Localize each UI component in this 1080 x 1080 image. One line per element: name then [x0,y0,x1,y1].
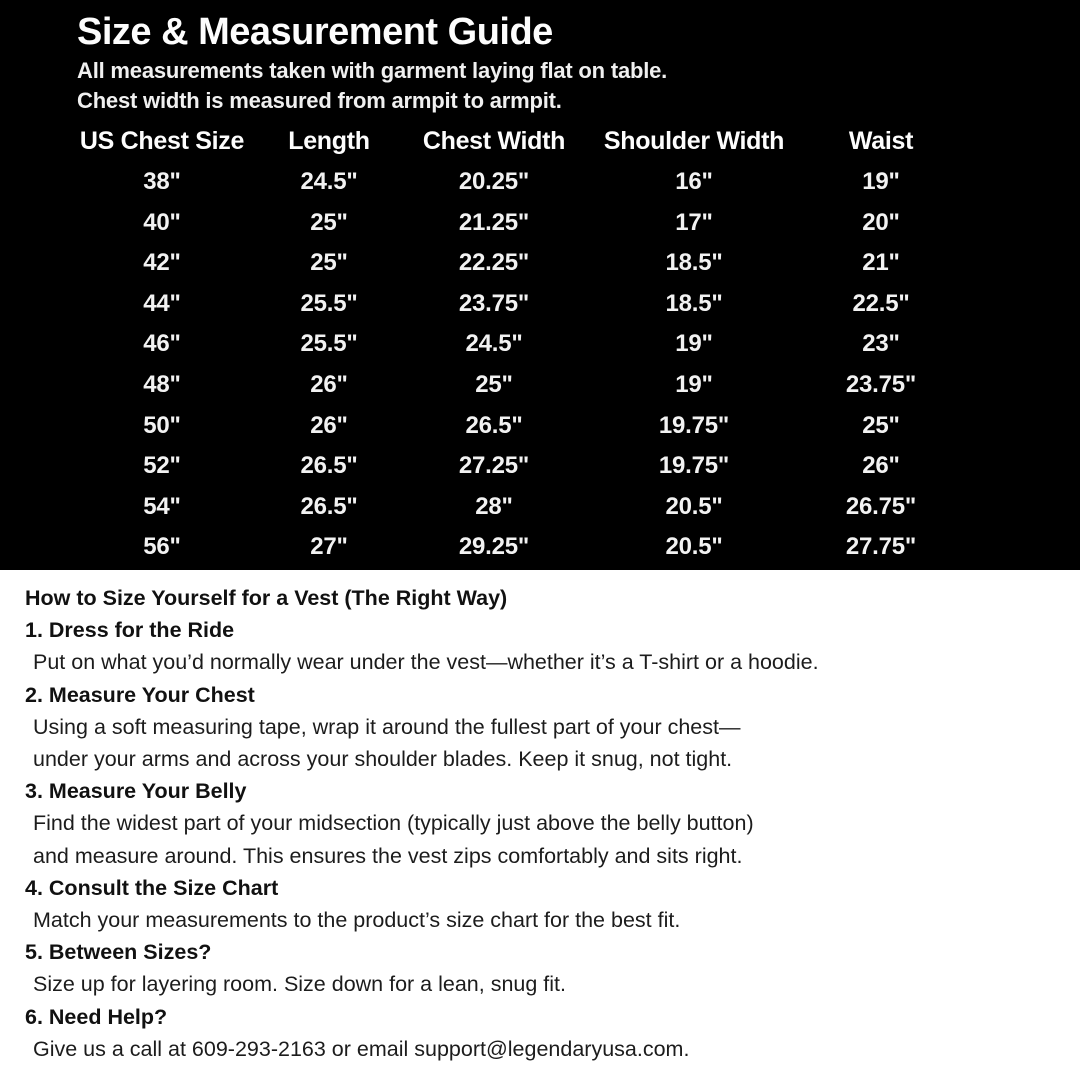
table-cell-r2-c2: 22.25" [458,249,530,277]
step-text: Put on what you’d normally wear under the vest—whether it’s a T-shirt or a hoodie. [33,650,819,675]
table-cell-r7-c0: 52" [143,452,181,480]
table-cell-r3-c1: 25.5" [300,289,358,317]
table-cell-r6-c0: 50" [143,411,181,439]
how-to-heading: How to Size Yourself for a Vest (The Right Way) [25,586,508,610]
table-cell-r4-c0: 46" [143,330,181,358]
table-cell-r3-c0: 44" [143,289,181,317]
table-cell-r4-c4: 23" [862,330,900,358]
table-cell-r7-c4: 26" [862,452,900,480]
table-cell-r6-c2: 26.5" [465,411,523,439]
table-cell-r1-c3: 17" [675,208,713,236]
table-cell-r5-c4: 23.75" [845,370,917,398]
table-cell-r1-c2: 21.25" [458,208,530,236]
table-cell-r3-c2: 23.75" [458,289,530,317]
table-cell-r0-c0: 38" [143,168,181,195]
column-header-waist: Waist [848,127,914,155]
column-header-shoulder-width: Shoulder Width [603,127,785,155]
table-cell-r7-c3: 19.75" [658,452,730,480]
step-text: Size up for layering room. Size down for a lean, snug fit. [33,972,566,997]
table-cell-r9-c1: 27" [310,533,348,561]
table-cell-r2-c3: 18.5" [665,249,723,277]
how-to-size-section [0,570,1080,1080]
table-cell-r0-c3: 16" [675,168,713,195]
table-cell-r7-c2: 27.25" [458,452,530,480]
table-cell-r6-c1: 26" [310,411,348,439]
step-title: 5. Between Sizes? [25,940,212,965]
step-text: and measure around. This ensures the vest zips comfortably and sits right. [33,843,743,868]
column-header-us-chest-size: US Chest Size [79,127,245,155]
step-title: 1. Dress for the Ride [25,618,235,643]
step-title: 2. Measure Your Chest [25,682,255,707]
table-cell-r1-c0: 40" [143,208,181,236]
table-cell-r5-c2: 25" [475,370,513,398]
step-text: under your arms and across your shoulder blades. Keep it snug, not tight. [33,747,733,772]
table-cell-r1-c4: 20" [862,208,900,236]
table-cell-r5-c1: 26" [310,370,348,398]
table-cell-r6-c3: 19.75" [658,411,730,439]
table-cell-r5-c3: 19" [675,370,713,398]
step-text: Match your measurements to the product’s size chart for the best fit. [33,908,681,933]
table-cell-r6-c4: 25" [862,411,900,439]
table-cell-r8-c3: 20.5" [665,492,723,520]
step-title: 6. Need Help? [25,1004,168,1029]
column-header-length: Length [288,127,370,155]
table-cell-r8-c4: 26.75" [845,492,917,520]
table-cell-r3-c4: 22.5" [852,289,910,317]
table-cell-r2-c0: 42" [143,249,181,277]
column-header-chest-width: Chest Width [422,127,566,155]
size-chart-title: Size & Measurement Guide [77,11,553,53]
table-cell-r7-c1: 26.5" [300,452,358,480]
size-measurement-table [77,121,951,568]
table-cell-r3-c3: 18.5" [665,289,723,317]
table-cell-r9-c2: 29.25" [458,533,530,561]
table-cell-r0-c1: 24.5" [300,168,358,195]
table-cell-r4-c3: 19" [675,330,713,358]
table-cell-r9-c4: 27.75" [845,533,917,561]
table-cell-r1-c1: 25" [310,208,348,236]
table-cell-r0-c4: 19" [862,168,900,195]
table-cell-r9-c0: 56" [143,533,181,561]
table-cell-r0-c2: 20.25" [458,168,530,195]
step-title: 3. Measure Your Belly [25,779,247,804]
table-cell-r5-c0: 48" [143,370,181,398]
how-to-steps [25,614,1060,1065]
table-cell-r9-c3: 20.5" [665,533,723,561]
step-text: Using a soft measuring tape, wrap it around the fullest part of your chest— [33,714,741,739]
table-cell-r8-c2: 28" [475,492,513,520]
table-cell-r8-c1: 26.5" [300,492,358,520]
table-cell-r2-c1: 25" [310,249,348,277]
step-title: 4. Consult the Size Chart [25,875,279,900]
table-cell-r4-c2: 24.5" [465,330,523,358]
measurement-note-line2: Chest width is measured from armpit to armpit. [77,88,562,113]
table-cell-r8-c0: 54" [143,492,181,520]
table-cell-r4-c1: 25.5" [300,330,358,358]
step-text: Give us a call at 609-293-2163 or email support@legendaryusa.com. [33,1036,690,1061]
table-cell-r2-c4: 21" [862,249,900,277]
step-text: Find the widest part of your midsection (typically just above the belly button) [33,811,754,836]
measurement-note-line1: All measurements taken with garment laying flat on table. [77,58,668,83]
